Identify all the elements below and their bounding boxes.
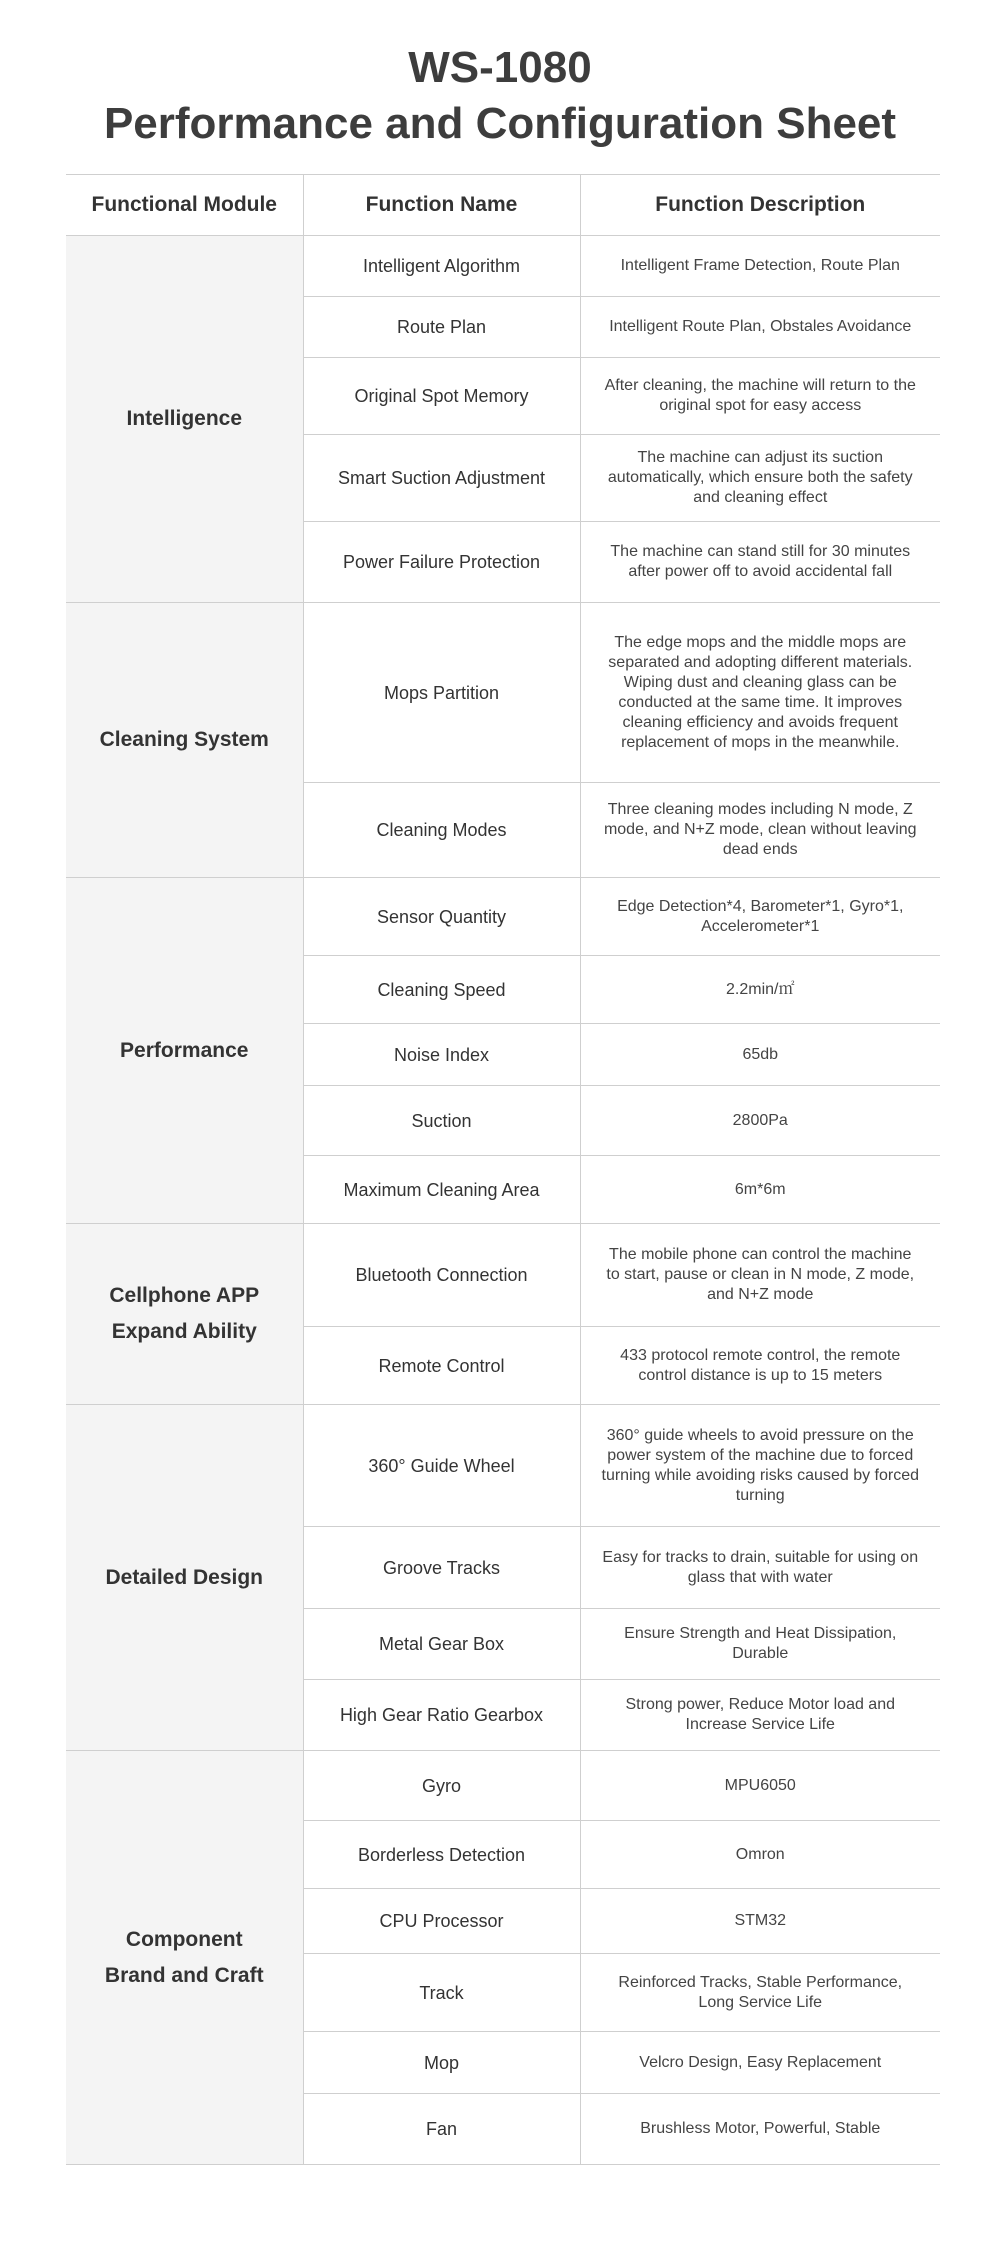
module-cell (66, 878, 303, 1224)
function-name-cell: Suction (303, 1086, 580, 1156)
function-name-cell: Gyro (303, 1751, 580, 1821)
function-name-cell: Power Failure Protection (303, 522, 580, 603)
function-name-cell: Original Spot Memory (303, 358, 580, 435)
header-function-description: Function Description (580, 175, 940, 236)
function-name-cell: Cleaning Speed (303, 956, 580, 1024)
function-description-cell: MPU6050 (580, 1751, 940, 1821)
table-row (66, 878, 940, 956)
function-description-cell: Intelligent Frame Detection, Route Plan (580, 236, 940, 297)
function-description-cell: The machine can adjust its suction automatically, which ensure both the safety and cleaning effect (580, 435, 940, 522)
function-name-cell: Remote Control (303, 1327, 580, 1405)
function-name-cell: Borderless Detection (303, 1821, 580, 1889)
table-row (66, 1405, 940, 1527)
header-function-name: Function Name (303, 175, 580, 236)
function-name-cell: Smart Suction Adjustment (303, 435, 580, 522)
module-cell (66, 1751, 303, 2165)
table-row (66, 1224, 940, 1327)
function-name-cell: Mop (303, 2032, 580, 2094)
table-row (66, 603, 940, 783)
module-cell (66, 236, 303, 603)
spec-table (66, 174, 940, 2165)
function-description-cell: Ensure Strength and Heat Dissipation, Durable (580, 1609, 940, 1680)
sheet-title (0, 40, 1000, 152)
module-name-line: Cleaning System (99, 728, 269, 751)
function-description-cell: Strong power, Reduce Motor load and Increase Service Life (580, 1680, 940, 1751)
module-name-line: Performance (120, 1038, 249, 1062)
function-description-cell: 2800Pa (580, 1086, 940, 1156)
function-description-cell: 6m*6m (580, 1156, 940, 1224)
module-name-line: Detailed Design (105, 1565, 264, 1589)
function-name-cell: Mops Partition (303, 603, 580, 783)
module-cell (66, 1405, 303, 1751)
module-name-line: Cellphone APP (109, 1284, 260, 1307)
function-description-cell: Brushless Motor, Powerful, Stable (580, 2094, 940, 2165)
function-name-cell: Sensor Quantity (303, 878, 580, 956)
module-name-line: Component (125, 1927, 243, 1951)
function-description-cell: Velcro Design, Easy Replacement (580, 2032, 940, 2094)
function-description-cell: Easy for tracks to drain, suitable for using on glass that with water (580, 1527, 940, 1609)
function-name-cell: Route Plan (303, 297, 580, 358)
function-description-cell: 433 protocol remote control, the remote control distance is up to 15 meters (580, 1327, 940, 1405)
function-description-cell: The machine can stand still for 30 minutes after power off to avoid accidental fall (580, 522, 940, 603)
function-name-cell: Maximum Cleaning Area (303, 1156, 580, 1224)
function-name-cell: CPU Processor (303, 1889, 580, 1954)
function-description-cell: Edge Detection*4, Barometer*1, Gyro*1, Accelerometer*1 (580, 878, 940, 956)
function-description-cell: The edge mops and the middle mops are separated and adopting different materials. Wiping dust and cleaning glass can be conducted at the same time. It improves cleaning efficiency and avoids frequent replacement of mops in the meanwhile. (580, 603, 940, 783)
function-name-cell: Fan (303, 2094, 580, 2165)
module-cell (66, 1224, 303, 1405)
function-name-cell: High Gear Ratio Gearbox (303, 1680, 580, 1751)
function-name-cell: Noise Index (303, 1024, 580, 1086)
function-name-cell: Metal Gear Box (303, 1609, 580, 1680)
function-description-cell: 65db (580, 1024, 940, 1086)
table-row (66, 236, 940, 297)
module-name-line: Brand and Craft (104, 1963, 264, 1987)
function-description-cell: Reinforced Tracks, Stable Performance, Long Service Life (580, 1954, 940, 2032)
function-description-cell: Omron (580, 1821, 940, 1889)
function-description-cell: The mobile phone can control the machine to start, pause or clean in N mode, Z mode, and N+Z mode (580, 1224, 940, 1327)
table-body (66, 236, 940, 2165)
module-name-line: Intelligence (126, 407, 243, 430)
function-description-cell: 2.2min/㎡ (580, 956, 940, 1024)
function-name-cell: Track (303, 1954, 580, 2032)
function-description-cell: 360° guide wheels to avoid pressure on the power system of the machine due to forced turning while avoiding risks caused by forced turning (580, 1405, 940, 1527)
title-model: WS-1080 (408, 43, 592, 92)
module-cell (66, 603, 303, 878)
title-subtitle: Performance and Configuration Sheet (103, 99, 897, 148)
function-name-cell: Cleaning Modes (303, 783, 580, 878)
function-description-cell: After cleaning, the machine will return to the original spot for easy access (580, 358, 940, 435)
function-description-cell: Intelligent Route Plan, Obstales Avoidance (580, 297, 940, 358)
header-functional-module: Functional Module (66, 175, 303, 236)
table-header-row (66, 175, 940, 236)
function-description-cell: Three cleaning modes including N mode, Z mode, and N+Z mode, clean without leaving dead ends (580, 783, 940, 878)
function-name-cell: Intelligent Algorithm (303, 236, 580, 297)
function-description-cell: STM32 (580, 1889, 940, 1954)
module-name-line: Expand Ability (111, 1320, 257, 1343)
function-name-cell: Bluetooth Connection (303, 1224, 580, 1327)
function-name-cell: Groove Tracks (303, 1527, 580, 1609)
function-name-cell: 360° Guide Wheel (303, 1405, 580, 1527)
table-row (66, 1751, 940, 1821)
